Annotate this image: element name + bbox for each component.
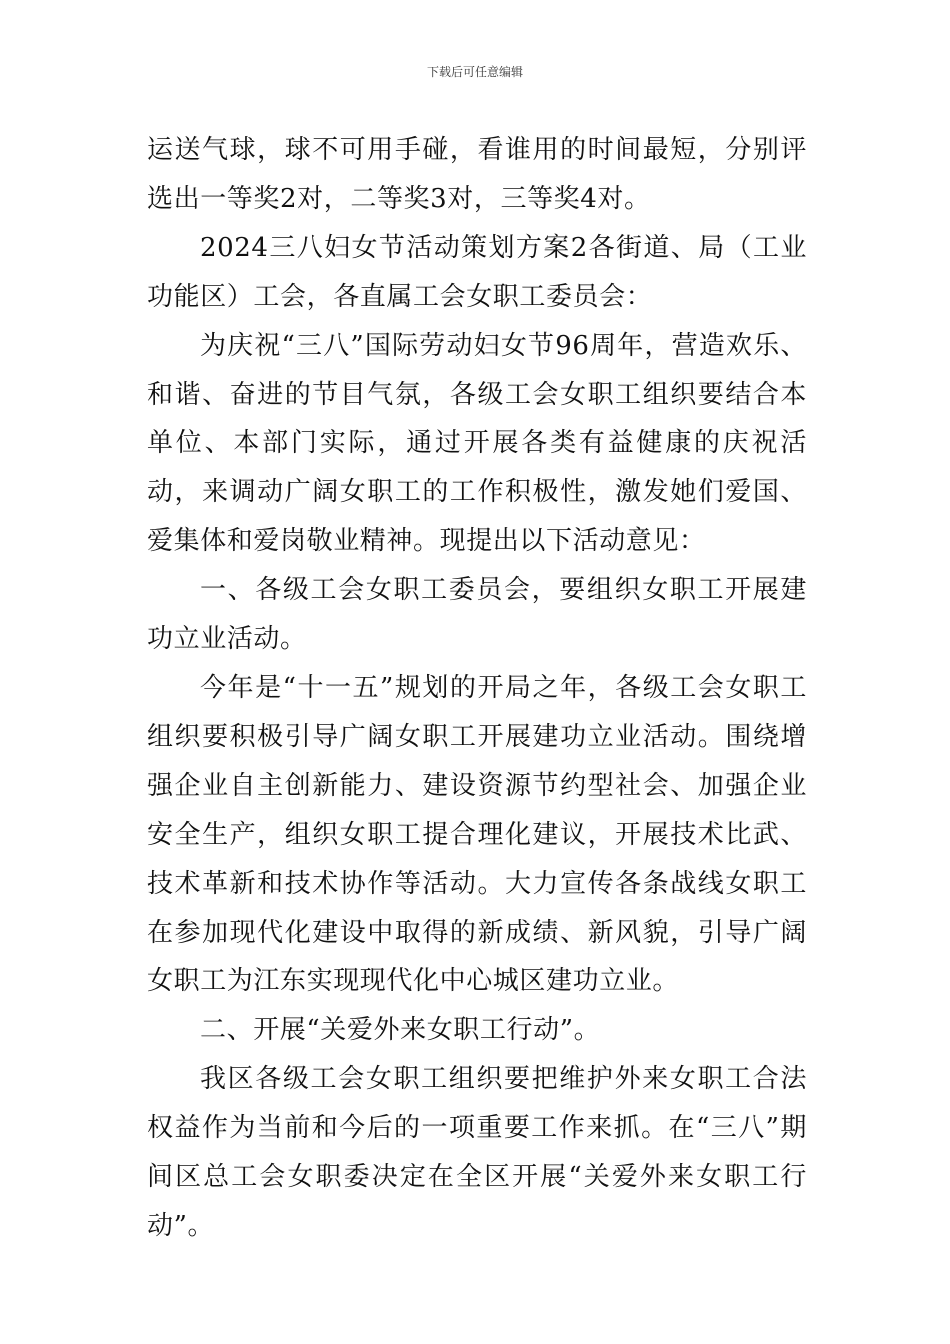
paragraph-6: 二、开展“关爱外来女职工行动”。 — [200, 1015, 601, 1046]
paragraph-5: 今年是“十一五”规划的开局之年，各级工会女职工组织要积极引导广阔女职工开展建功立业活动。围绕增强企业自主创新能力、建设资源节约型社会、加强企业安全生产，组织女职工提合理化建议，开展技术比武、技术革新和技术协作等活动。大力宣传各条战线女职工在参加现代化建设中取得的新成绩、新风貌，引导广阔女职工为江东实现现代化中心城区建功立业。 — [147, 672, 807, 997]
page-header: 下载后可任意编辑 — [426, 65, 523, 79]
paragraph-4: 一、各级工会女职工委员会，要组织女职工开展建功立业活动。 — [147, 575, 807, 655]
paragraph-3: 为庆祝“三八”国际劳动妇女节96周年，营造欢乐、和谐、奋进的节目气氛，各级工会女职工组织要结合本单位、本部门实际，通过开展各类有益健康的庆祝活动，来调动广阔女职工的工作积极性，激发她们爱国、爱集体和爱岗敬业精神。现提出以下活动意见： — [147, 330, 807, 557]
paragraph-2: 2024三八妇女节活动策划方案2各街道、局（工业功能区）工会，各直属工会女职工委员会： — [147, 232, 807, 312]
paragraph-7: 我区各级工会女职工组织要把维护外来女职工合法权益作为当前和今后的一项重要工作来抓。在“三八”期间区总工会女职委决定在全区开展“关爱外来女职工行动”。 — [147, 1064, 807, 1241]
document-body — [147, 126, 807, 1251]
paragraph-1: 运送气球，球不可用手碰，看谁用的时间最短，分别评选出一等奖2对，二等奖3对，三等奖4对。 — [147, 135, 807, 214]
